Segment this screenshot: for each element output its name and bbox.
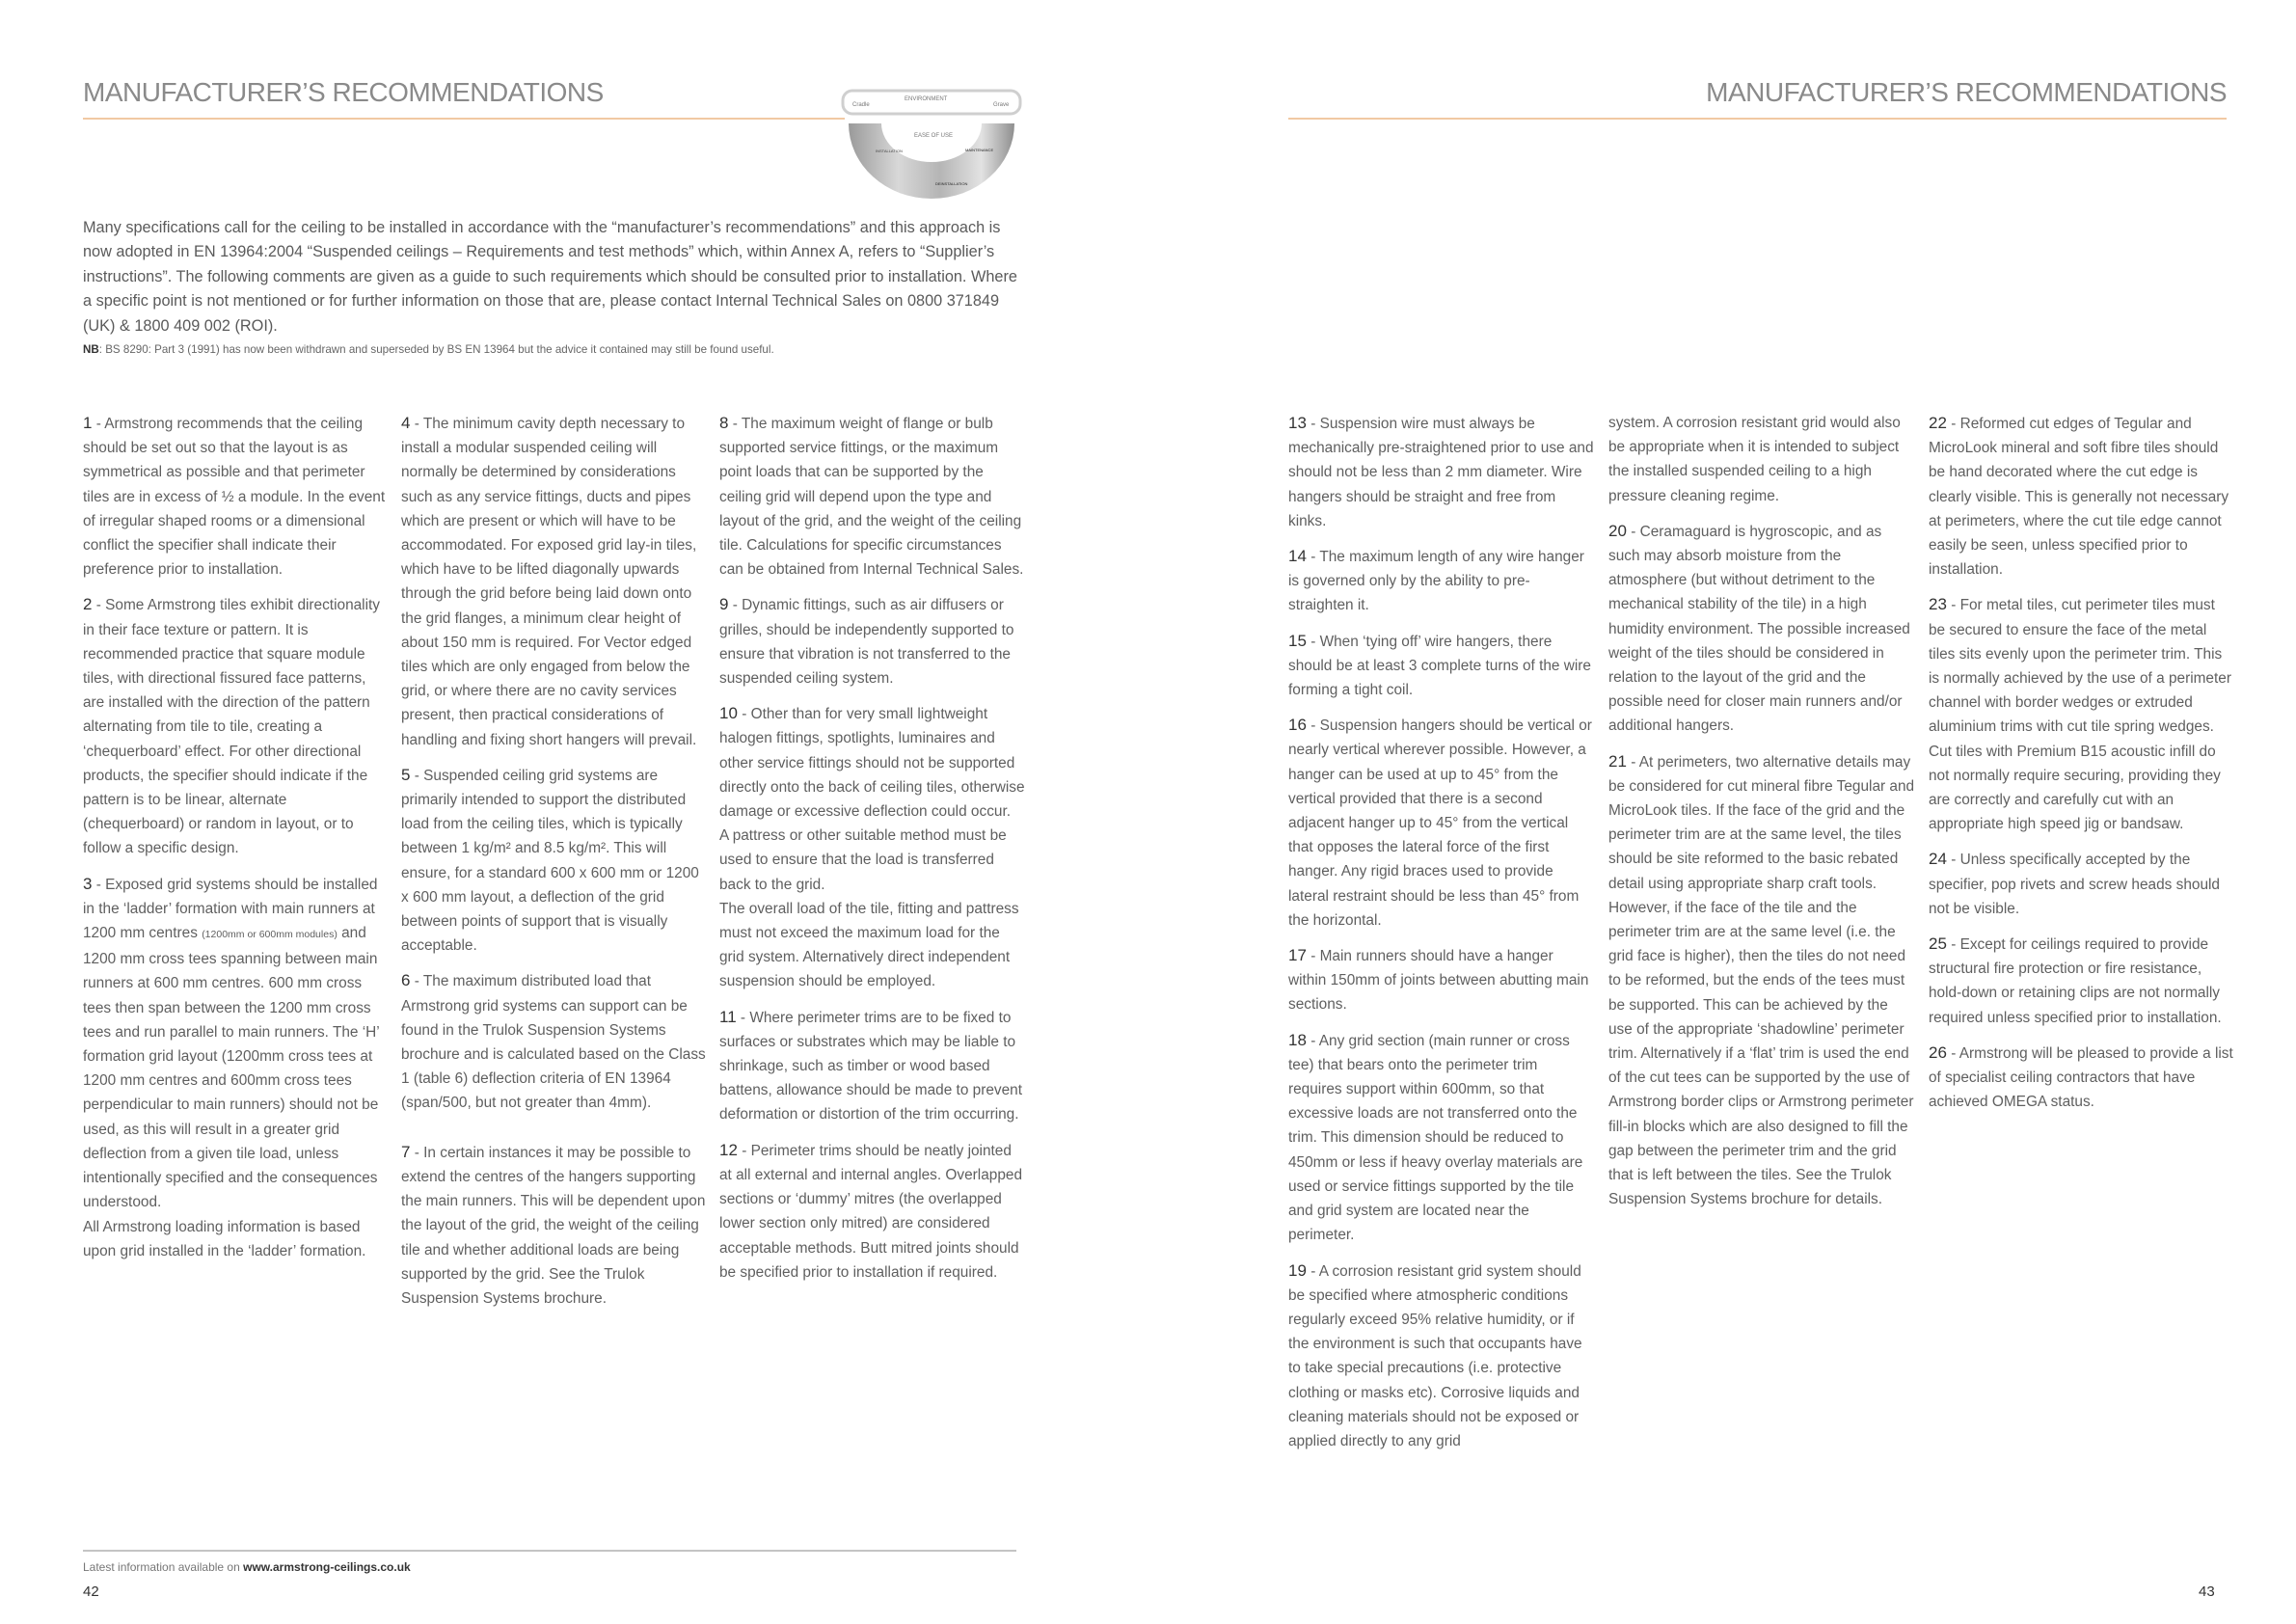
item-number: 8 [719, 414, 729, 432]
item-number: 12 [719, 1140, 738, 1159]
item-number: 16 [1288, 716, 1307, 735]
item-text: - Any grid section (main runner or cross tee) that bears onto the perimeter trim requires support within 600mm, so that excessive loads are not transferred onto the trim. This dimension should be reduced to 450mm or less if heavy overlay materials are used or service fittings supported by the tile and grid system are located near the perimeter. [1288, 1032, 1583, 1244]
recommendation-item-5 [401, 763, 708, 959]
column-1 [83, 411, 390, 1274]
recommendation-item-4 [401, 411, 708, 752]
recommendation-item-19-continued: system. A corrosion resistant grid would also be appropriate when it is intended to subject the installed suspended ceiling to a high pressure cleaning regime. [1608, 415, 1901, 504]
recommendation-item-24 [1929, 847, 2235, 921]
item-number: 11 [719, 1007, 737, 1026]
item-text: - Armstrong recommends that the ceiling should be set out so that the layout is as symmetrical as possible and that perimeter tiles are in excess of ½ a module. In the event of irregular shaped rooms or a dimensional conflict the specifier shall indicate their preference prior to installation. [83, 416, 386, 579]
item-number: 6 [401, 971, 411, 990]
recommendation-item-10-b: A pattress or other suitable method must be used to ensure that the load is transferred back to the grid. [719, 827, 1007, 893]
column-4 [1288, 411, 1595, 1464]
item-text: - Some Armstrong tiles exhibit directionality in their face texture or pattern. It is recommended practice that square module tiles, with directional fissured face patterns, are installed with the direction of the pattern alternating from tile to tile, creating a ‘chequerboard’ effect. For other directional products, the specifier should indicate if the pattern is to be linear, alternate (chequerboard) or random in layout, or to follow a specific design. [83, 597, 380, 857]
recommendation-item-16 [1288, 713, 1595, 933]
item-text: - A corrosion resistant grid system should be specified where atmospheric conditions regularly exceed 95% relative humidity, or if the environment is such that occupants have to take special precautions (i.e. protective clothing or masks etc). Corrosive liquids and cleaning materials should not be exposed or applied directly to any grid [1288, 1262, 1582, 1449]
column-5 [1608, 411, 1915, 1223]
nb-text: : BS 8290: Part 3 (1991) has now been withdrawn and superseded by BS EN 13964 but the advice it contained may still be found useful. [98, 343, 774, 356]
recommendation-item-3 [83, 872, 390, 1215]
item-text: - For metal tiles, cut perimeter tiles must be secured to ensure the face of the metal tiles sits evenly upon the perimeter trim. This is normally achieved by the use of a perimeter channel with border wedges or extruded aluminium trims with cut tile spring wedges. Cut tiles with Premium B15 acoustic infill do not normally require securing, providing they are correctly and carefully cut with an appropriate high speed jig or bandsaw. [1929, 597, 2231, 833]
recommendation-item-23 [1929, 592, 2235, 836]
logo-label-deinstallation: DEINSTALLATION [935, 181, 968, 186]
recommendation-item-21 [1608, 749, 1915, 1212]
recommendation-item-14 [1288, 544, 1595, 618]
recommendation-item-8 [719, 411, 1026, 582]
item-text: - The maximum distributed load that Armstrong grid systems can support can be found in the Trulok Suspension Systems brochure and is calculated based on the Class 1 (table 6) deflection criteria of EN 13964 (span/500, but not greater than 4mm). [401, 973, 706, 1112]
recommendation-item-13 [1288, 411, 1595, 533]
item-number: 26 [1929, 1042, 1947, 1062]
column-2 [401, 411, 708, 1321]
item-number: 23 [1929, 595, 1947, 614]
intro-section [83, 216, 1018, 338]
item-text: - Exposed grid systems should be installed in the ‘ladder’ formation with main runners at 1200 mm centres [83, 876, 378, 942]
item-number: 21 [1608, 751, 1627, 771]
item-number: 2 [83, 595, 93, 614]
page-number-left: 42 [83, 1583, 99, 1600]
recommendation-item-7 [401, 1140, 708, 1311]
page-number-right: 43 [2199, 1583, 2215, 1600]
lifecycle-diagram-logo [835, 87, 1028, 201]
nb-label: NB [83, 343, 99, 356]
item-text: - Suspended ceiling grid systems are primarily intended to support the distributed load from the ceiling tiles, which is typically between 1 kg/m² and 8.5 kg/m². This will ensure, for a standard 600 x 600 mm or 1200 x 600 mm layout, a deflection of the grid between points of support that is visually acceptable. [401, 767, 699, 955]
item-text: - Reformed cut edges of Tegular and MicroLook mineral and soft fibre tiles should be hand decorated where the cut edge is clearly visible. This is generally not necessary at perimeters, where the cut tile edge cannot easily be seen, unless specified prior to installation. [1929, 416, 2229, 579]
item-number: 20 [1608, 521, 1627, 540]
item-number: 18 [1288, 1030, 1307, 1049]
recommendation-item-1 [83, 411, 390, 582]
item-number: 24 [1929, 850, 1947, 869]
footer-divider [83, 1550, 1016, 1552]
website-link[interactable]: www.armstrong-ceilings.co.uk [243, 1560, 411, 1574]
header-divider-right [1288, 118, 2227, 120]
logo-label-ease-of-use: EASE OF USE [914, 133, 954, 139]
item-text: - Suspension hangers should be vertical or nearly vertical wherever possible. However, a hanger can be used at up to 45° from the vertical provided that there is a second adjacent hanger up to 45° from the vertical that opposes the lateral force of the first hanger. Any rigid braces used to provide lateral restraint should be less than 45° from the horizontal. [1288, 717, 1592, 929]
item-text: - The minimum cavity depth necessary to install a modular suspended ceiling will normally be determined by considerations such as any service fittings, ducts and pipes which are present or which will have to be accommodated. For exposed grid lay-in tiles, which have to be lifted diagonally upwards through the grid before being laid down onto the grid flanges, a minimum clear height of about 150 mm is required. For Vector edged tiles which are only engaged from below the grid, or where there are no cavity services present, then practical considerations of handling and fixing short hangers will prevail. [401, 416, 697, 748]
logo-label-maintenance: MAINTENANCE [965, 148, 994, 152]
recommendation-item-12 [719, 1138, 1026, 1285]
item-text: - Where perimeter trims are to be fixed to surfaces or substrates which may be liable to shrinkage, such as timber or wood based battens, allowance should be made to prevent deformation or distortion of the trim occurring. [719, 1009, 1023, 1123]
recommendation-item-26 [1929, 1041, 2235, 1115]
item-number: 1 [83, 414, 93, 432]
item-text: - In certain instances it may be possible to extend the centres of the hangers supporting the main runners. This will be dependent upon the layout of the grid, the weight of the ceiling tile and whether additional loads are being supported by the grid. See the Trulok Suspension Systems brochure. [401, 1144, 706, 1307]
item-number: 17 [1288, 946, 1307, 965]
item-number: 13 [1288, 414, 1307, 432]
item-text: - Ceramaguard is hygroscopic, and as such may absorb moisture from the atmosphere (but without detriment to the mechanical stability of the tile) in a high humidity environment. The possible increased weight of the tiles should be considered in relation to the layout of the grid and the possible need for closer main runners and/or additional hangers. [1608, 523, 1910, 735]
item-number: 4 [401, 414, 411, 432]
item-text: - The maximum weight of flange or bulb supported service fittings, or the maximum point loads that can be supported by the ceiling grid will depend upon the type and layout of the grid, and the weight of the ceiling tile. Calculations for specific circumstances can be obtained from Internal Technical Sales. [719, 416, 1024, 579]
item-text: - Unless specifically accepted by the specifier, pop rivets and screw heads should not be visible. [1929, 852, 2220, 917]
recommendation-item-15 [1288, 629, 1595, 703]
recommendation-item-6 [401, 968, 708, 1115]
item-text: - Other than for very small lightweight halogen fittings, spotlights, luminaires and other service fittings should not be supported directly onto the back of ceiling tiles, otherwise damage or excessive deflection could occur. [719, 706, 1025, 821]
page-title-right: MANUFACTURER’S RECOMMENDATIONS [1706, 77, 2227, 107]
recommendation-item-2 [83, 592, 390, 860]
recommendation-item-20 [1608, 519, 1915, 739]
item-text: - Dynamic fittings, such as air diffusers or grilles, should be independently supported to ensure that vibration is not transferred to the suspended ceiling system. [719, 597, 1014, 688]
recommendation-item-3-note: All Armstrong loading information is based upon grid installed in the ‘ladder’ formation. [83, 1218, 366, 1259]
intro-paragraph: Many specifications call for the ceiling to be installed in accordance with the “manufacturer’s recommendations” and this approach is now adopted in EN 13964:2004 “Suspended ceilings – Requirements and test methods” which, within Annex A, refers to “Supplier’s instructions”. The following comments are given as a guide to such requirements which should be consulted prior to installation. Where a specific point is not mentioned or for further information on those that are, please contact Internal Technical Sales on 0800 371849 (UK) & 1800 409 002 (ROI). [83, 219, 1017, 335]
item-text: - Suspension wire must always be mechanically pre-straightened prior to use and should not be less than 2 mm diameter. Wire hangers should be straight and free from kinks. [1288, 416, 1594, 529]
footer-note-text: Latest information available on [83, 1560, 244, 1574]
footer-note [83, 1560, 411, 1574]
item-text: - Main runners should have a hanger within 150mm of joints between abutting main sections. [1288, 948, 1589, 1014]
item-number: 14 [1288, 547, 1307, 566]
recommendation-item-18 [1288, 1028, 1595, 1248]
header-divider-left [83, 118, 845, 120]
recommendation-item-19 [1288, 1259, 1595, 1454]
item-number: 10 [719, 704, 738, 723]
logo-label-cradle: Cradle [852, 102, 870, 108]
item-text: - At perimeters, two alternative details may be considered for cut mineral fibre Tegular and MicroLook tiles. If the face of the grid and the perimeter trim are at the same level, the tiles should be site reformed to the basic rebated detail using appropriate sharp craft tools. However, if the face of the tile and the perimeter trim are at the same level (i.e. the grid face is higher), then the tiles do not need to be reformed, but the ends of the tees must be supported. This can be achieved by the use of the appropriate ‘shadowline’ perimeter trim. Alternatively if a ‘flat’ trim is used the end of the cut tees can be supported by the use of Armstrong border clips or Armstrong perimeter fill-in blocks which are also designed to fill the gap between the perimeter trim and the grid that is left between the tiles. See the Trulok Suspension Systems brochure for details. [1608, 753, 1915, 1208]
logo-label-environment: ENVIRONMENT [905, 96, 948, 102]
item-text: - Perimeter trims should be neatly jointed at all external and internal angles. Overlapped sections or ‘dummy’ mitres (the overlapped lower section only mitred) are considered acceptable methods. Butt mitred joints should be specified prior to installation if required. [719, 1142, 1022, 1281]
recommendation-item-9 [719, 592, 1026, 690]
recommendation-item-11 [719, 1005, 1026, 1127]
item-text-small: (1200mm or 600mm modules) [202, 929, 338, 941]
recommendation-item-17 [1288, 943, 1595, 1017]
column-3 [719, 411, 1026, 1295]
item-text: - When ‘tying off’ wire hangers, there should be at least 3 complete turns of the wire forming a tight coil. [1288, 633, 1591, 699]
page-title-left: MANUFACTURER’S RECOMMENDATIONS [83, 77, 604, 107]
column-6 [1929, 411, 2235, 1124]
item-text: - The maximum length of any wire hanger is governed only by the ability to pre-straighten it. [1288, 549, 1584, 614]
recommendation-item-10-c: The overall load of the tile, fitting and pattress must not exceed the maximum load for the grid system. Alternatively direct independent suspension should be employed. [719, 900, 1019, 990]
recommendation-item-25 [1929, 932, 2235, 1030]
nb-note [83, 342, 1018, 358]
item-number: 15 [1288, 631, 1307, 650]
item-text: - Except for ceilings required to provide structural fire protection or fire resistance, hold-down or retaining clips are not normally required unless specified prior to installation. [1929, 936, 2222, 1026]
item-number: 9 [719, 595, 729, 614]
recommendation-item-22 [1929, 411, 2235, 582]
item-number: 7 [401, 1142, 411, 1161]
item-number: 25 [1929, 934, 1947, 954]
item-text: and 1200 mm cross tees spanning between main runners at 600 mm centres. 600 mm cross tees then span between the 1200 mm cross tees and run parallel to main runners. The ‘H’ formation grid layout (1200mm cross tees at 1200 mm centres and 600mm cross tees perpendicular to main runners) should not be used, as this will result in a greater grid deflection from a given tile load, unless intentionally specified and the consequences understood. [83, 925, 380, 1211]
recommendation-item-10 [719, 701, 1026, 824]
item-number: 3 [83, 874, 93, 893]
logo-label-installation: INSTALLATION [876, 149, 903, 153]
logo-label-grave: Grave [993, 102, 1010, 108]
item-number: 19 [1288, 1260, 1307, 1280]
item-number: 22 [1929, 414, 1947, 432]
item-text: - Armstrong will be pleased to provide a list of specialist ceiling contractors that have achieved OMEGA status. [1929, 1044, 2233, 1111]
item-number: 5 [401, 765, 411, 784]
